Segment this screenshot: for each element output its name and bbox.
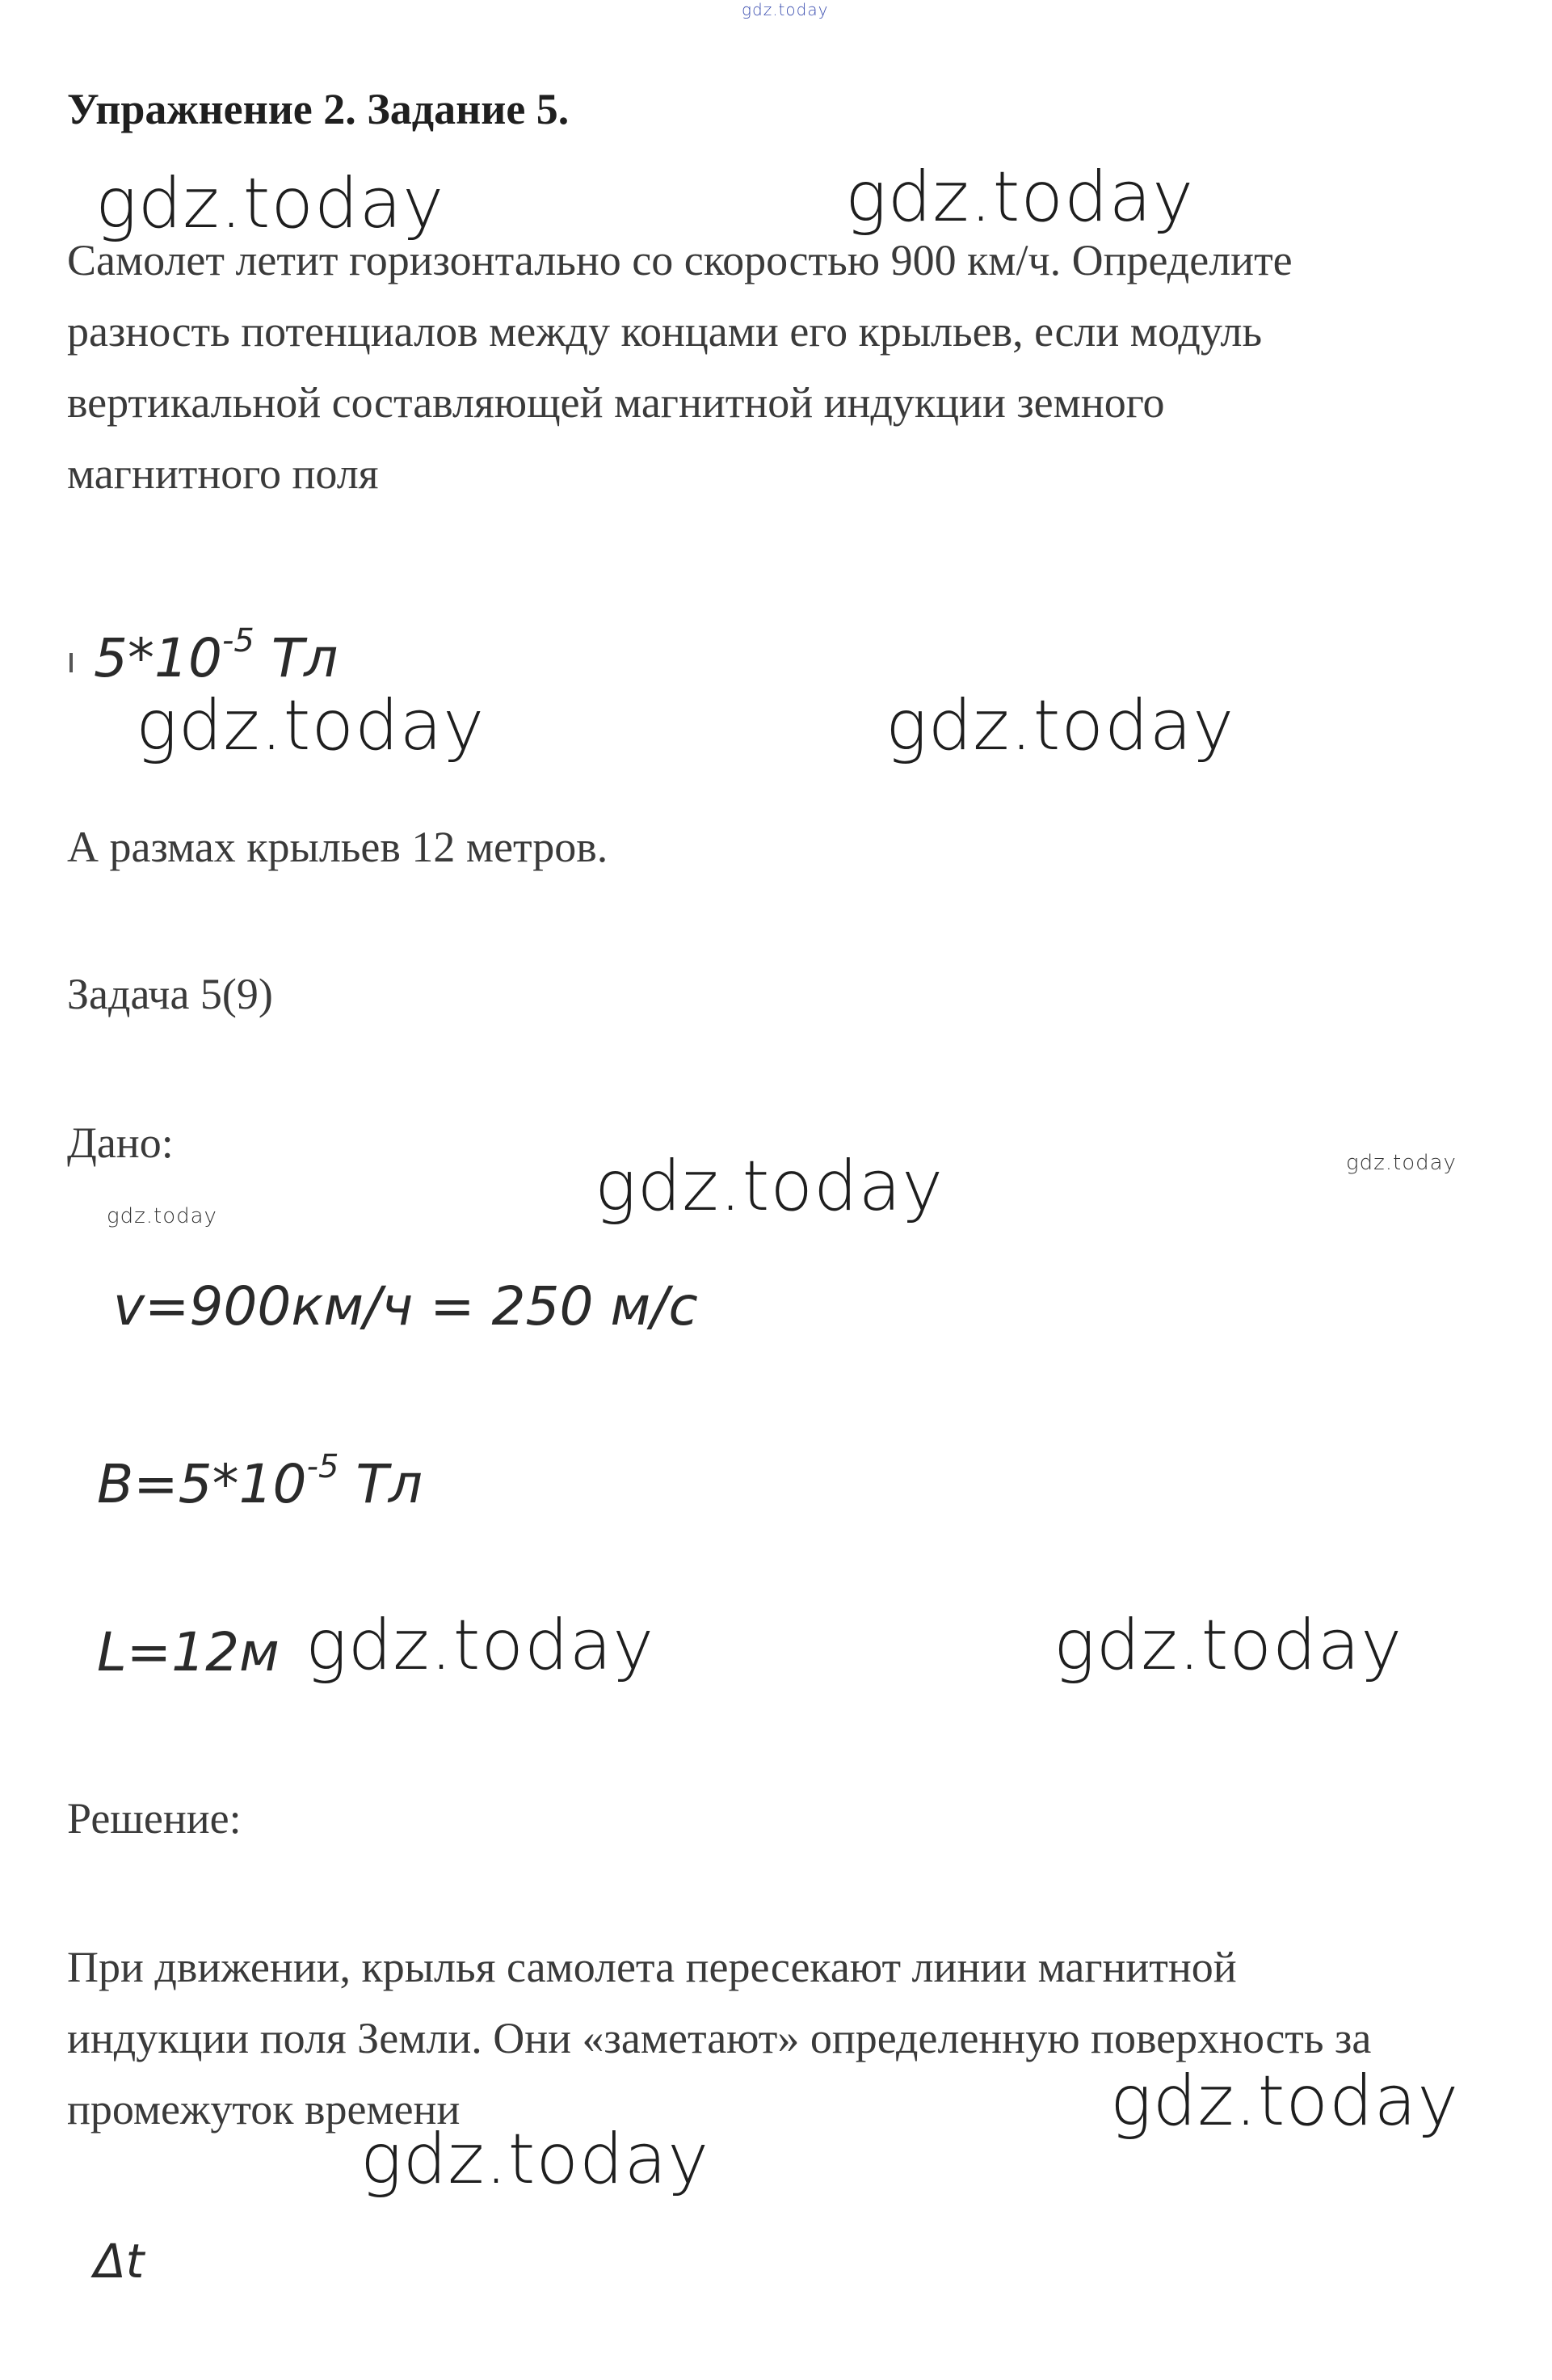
watermark-small: gdz.today bbox=[107, 1204, 217, 1228]
watermark: gdz.today bbox=[1110, 2061, 1460, 2142]
formula-b bbox=[94, 622, 339, 689]
watermark: gdz.today bbox=[885, 685, 1235, 766]
problem-line: разность потенциалов между концами его крыльев, если модуль bbox=[67, 307, 1263, 356]
task-label: Задача 5(9) bbox=[67, 970, 273, 1018]
formula-b-base: 5*10 bbox=[94, 627, 222, 689]
watermark-small: gdz.today bbox=[1346, 1151, 1457, 1175]
watermark-top: gdz.today bbox=[742, 0, 829, 19]
formula-b-exponent: -5 bbox=[221, 622, 254, 659]
formula-b-unit: Тл bbox=[254, 627, 339, 689]
problem-line: Самолет летит горизонтально со скоростью 900 км/ч. Определите bbox=[67, 236, 1293, 284]
given-induction-unit: Тл bbox=[339, 1453, 423, 1515]
solution-line: индукции поля Земли. Они «заметают» определенную поверхность за bbox=[67, 2014, 1372, 2062]
problem-line: магнитного поля bbox=[67, 449, 379, 498]
watermark: gdz.today bbox=[845, 157, 1195, 238]
given-label: Дано: bbox=[67, 1118, 174, 1167]
watermark: gdz.today bbox=[136, 685, 486, 766]
solution-line: промежуток времени bbox=[67, 2085, 461, 2134]
problem-text bbox=[67, 225, 1293, 509]
given-induction bbox=[97, 1448, 423, 1515]
given-velocity: v=900км/ч = 250 м/с bbox=[113, 1275, 698, 1337]
given-length: L=12м bbox=[97, 1621, 280, 1683]
watermark: gdz.today bbox=[305, 1605, 655, 1686]
watermark: gdz.today bbox=[595, 1146, 944, 1227]
solution-label: Решение: bbox=[67, 1794, 242, 1843]
page-title: Упражнение 2. Задание 5. bbox=[67, 85, 570, 133]
problem-line: вертикальной составляющей магнитной индукции земного bbox=[67, 378, 1165, 427]
delta-t: Δt bbox=[94, 2234, 145, 2289]
watermark: gdz.today bbox=[1054, 1605, 1403, 1686]
watermark: gdz.today bbox=[360, 2119, 710, 2200]
given-induction-exponent: -5 bbox=[306, 1448, 339, 1485]
wingspan-text: А размах крыльев 12 метров. bbox=[67, 823, 608, 871]
given-induction-base: B=5*10 bbox=[97, 1453, 307, 1515]
watermark: gdz.today bbox=[95, 163, 445, 244]
solution-line: При движении, крылья самолета пересекают линии магнитной bbox=[67, 1943, 1237, 1991]
tick-mark bbox=[69, 653, 73, 672]
